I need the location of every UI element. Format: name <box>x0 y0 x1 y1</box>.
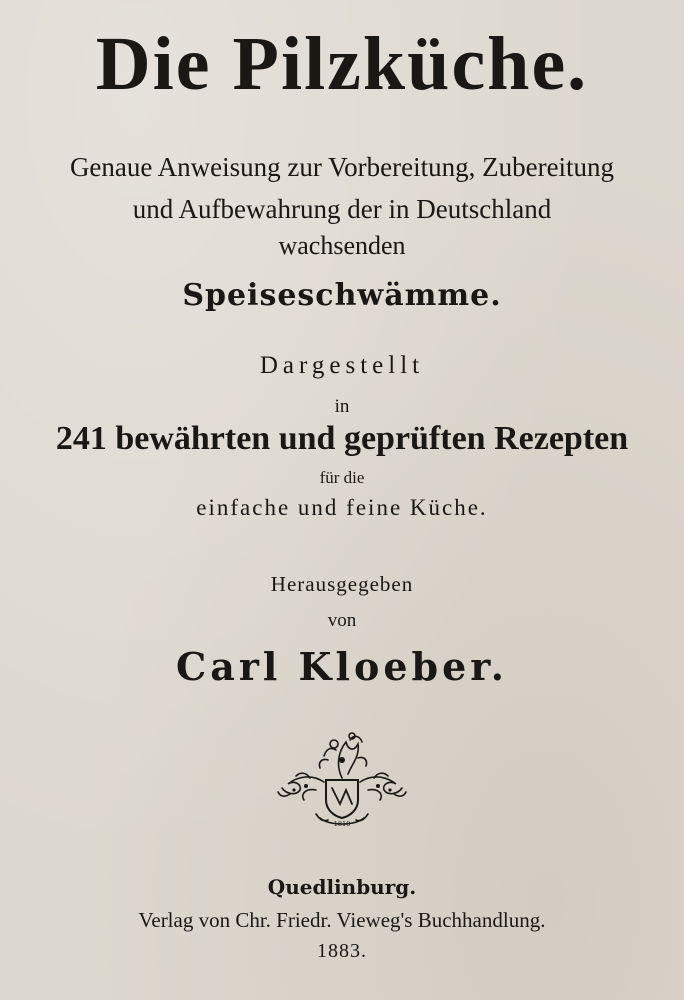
vignette-year-mark: 1810 <box>333 820 351 828</box>
subtitle-line-1: Genaue Anweisung zur Vorbereitung, Zubereitung <box>69 152 615 182</box>
subtitle-line-4: Speiseschwämme. <box>182 278 502 313</box>
kitchen-line: einfache und feine Küche. <box>196 495 488 520</box>
author-name: Carl Kloeber. <box>175 644 509 689</box>
presented-label: Dargestellt <box>259 352 425 379</box>
subtitle-line-3: wachsenden <box>278 231 406 260</box>
for-label: für die <box>319 468 365 487</box>
editor-label: Herausgegeben <box>270 572 414 596</box>
in-label: in <box>334 396 350 417</box>
imprint-city: Quedlinburg. <box>267 875 417 899</box>
publisher-device-icon <box>276 730 408 830</box>
recipes-line: 241 bewährten und geprüften Rezepten <box>55 420 629 457</box>
imprint-publisher: Verlag von Chr. Friedr. Vieweg's Buchhandlung. <box>138 908 546 932</box>
subtitle-line-2: und Aufbewahrung der in Deutschland <box>132 194 552 224</box>
von-label: von <box>327 610 357 631</box>
book-title: Die Pilzküche. <box>95 22 589 106</box>
imprint-year: 1883. <box>317 940 367 962</box>
